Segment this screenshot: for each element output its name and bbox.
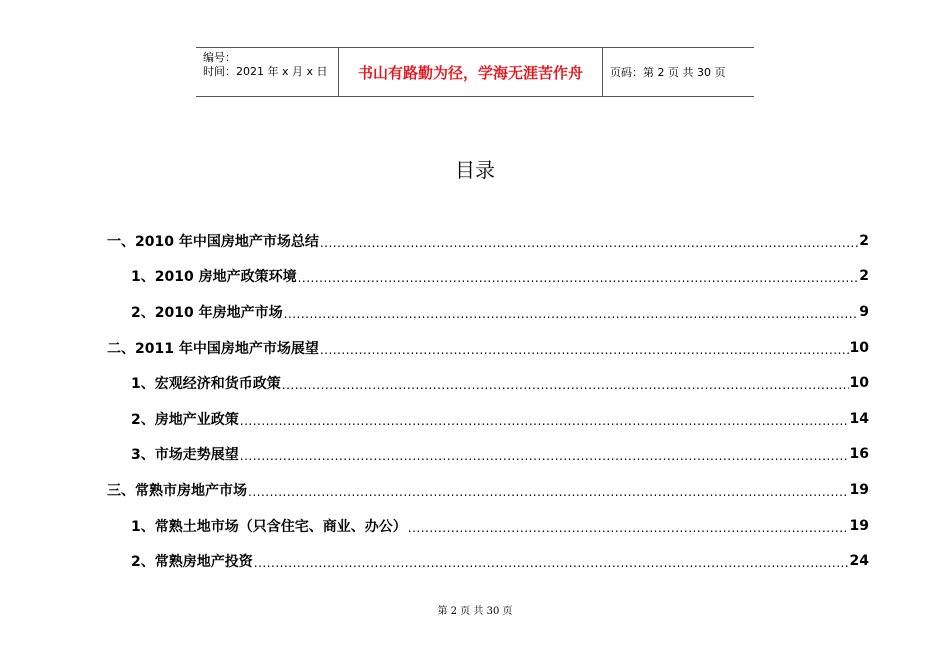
toc-entry[interactable] [107, 330, 869, 366]
toc-leader-dots [282, 378, 849, 392]
header-meta [196, 48, 339, 96]
toc-leader-dots [284, 307, 859, 321]
toc-entry-label: 一、2010 年中国房地产市场总结 [107, 233, 319, 250]
toc-entry-page: 10 [849, 339, 869, 356]
toc-entry-page: 14 [849, 410, 869, 427]
toc-entry-label: 1、宏观经济和货币政策 [131, 376, 281, 393]
toc-entry-label: 1、常熟土地市场（只含住宅、商业、办公） [131, 518, 407, 535]
toc-leader-dots [298, 271, 859, 285]
header-number: 编号： [203, 51, 236, 64]
header-page-number: 页码：第 2 页 共 30 页 [610, 66, 726, 79]
toc-leader-dots [254, 556, 849, 570]
toc-entry-page: 2 [859, 232, 869, 249]
toc-entry-label: 3、市场走势展望 [131, 447, 239, 464]
toc-entry-page: 19 [849, 481, 869, 498]
toc-entry-label: 1、2010 房地产政策环境 [131, 269, 297, 286]
toc-entry-label: 三、常熟市房地产市场 [107, 482, 247, 499]
toc-entry-label: 二、2011 年中国房地产市场展望 [107, 340, 319, 357]
toc-entry-page: 16 [849, 446, 869, 463]
page-title: 目录 [455, 158, 495, 182]
page-footer: 第 2 页 共 30 页 [437, 606, 513, 617]
toc-entry[interactable] [107, 259, 869, 295]
toc-entry[interactable] [107, 223, 869, 259]
header-motto: 书山有路勤为径，学海无涯苦作舟 [339, 48, 603, 96]
toc-leader-dots [240, 449, 849, 463]
toc-entry[interactable] [107, 543, 869, 579]
toc-entry-label: 2、房地产业政策 [131, 411, 239, 428]
toc-leader-dots [248, 485, 849, 499]
toc-entry-page: 10 [849, 375, 869, 392]
toc-entry-label: 2、常熟房地产投资 [131, 554, 253, 571]
toc-entry[interactable] [107, 294, 869, 330]
toc-leader-dots [320, 236, 858, 250]
page-header [196, 47, 754, 97]
toc-entry[interactable] [107, 401, 869, 437]
toc-leader-dots [408, 521, 849, 535]
toc-entry[interactable] [107, 508, 869, 544]
toc-entry-label: 2、2010 年房地产市场 [131, 304, 283, 321]
toc-leader-dots [240, 414, 849, 428]
toc-entry-page: 19 [849, 517, 869, 534]
toc-entry[interactable] [107, 365, 869, 401]
toc-entry-page: 24 [849, 553, 869, 570]
toc-entry-page: 2 [859, 268, 869, 285]
toc-entry-page: 9 [859, 303, 869, 320]
toc-entry[interactable] [107, 437, 869, 473]
table-of-contents [107, 223, 869, 579]
toc-entry[interactable] [107, 472, 869, 508]
header-time: 时间：2021 年 x 月 x 日 [203, 65, 328, 78]
toc-leader-dots [320, 343, 849, 357]
